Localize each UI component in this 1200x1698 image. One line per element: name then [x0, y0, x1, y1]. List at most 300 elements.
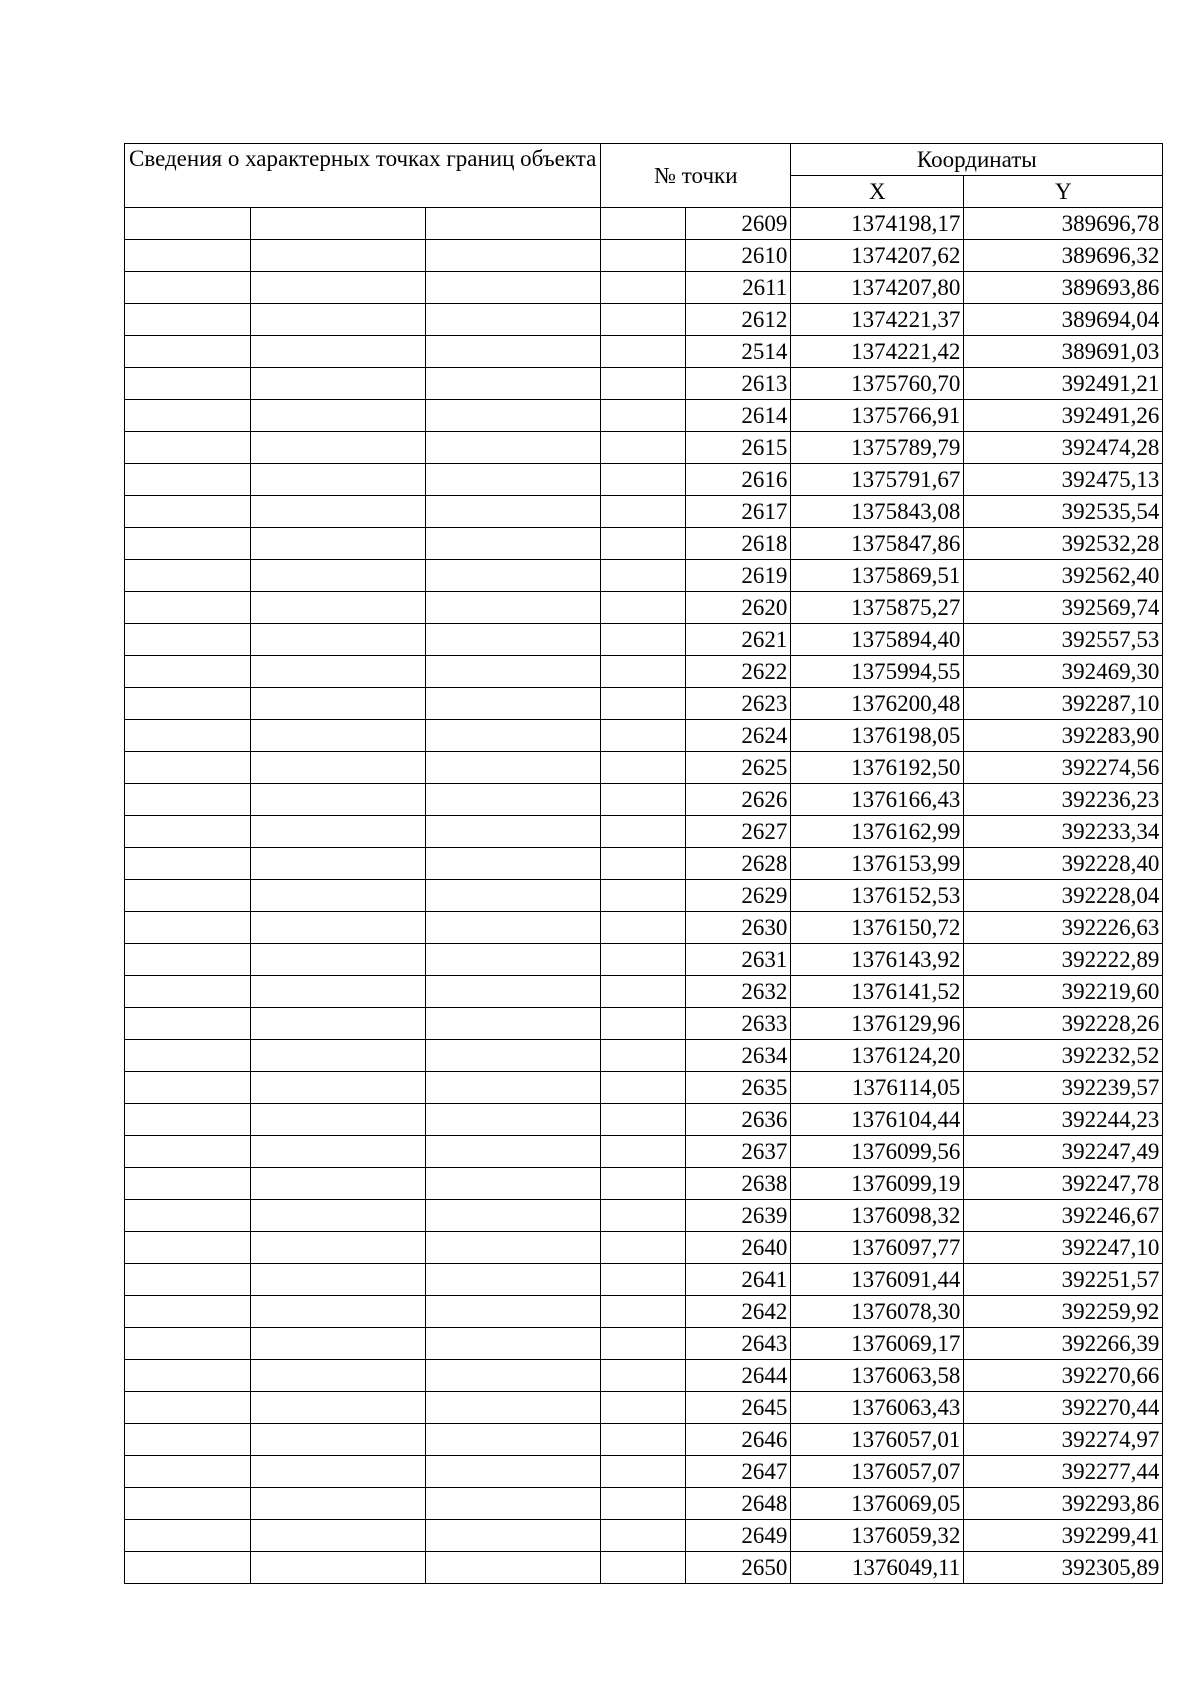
x-cell: 1375791,67 [791, 464, 964, 496]
y-cell: 392228,26 [964, 1008, 1163, 1040]
empty-cell [125, 1360, 251, 1392]
point-number-cell: 2623 [686, 688, 791, 720]
x-cell: 1375847,86 [791, 528, 964, 560]
empty-cell [250, 848, 425, 880]
empty-cell [426, 1296, 601, 1328]
empty-cell [426, 720, 601, 752]
empty-cell [426, 752, 601, 784]
empty-cell [426, 304, 601, 336]
point-number-cell: 2610 [686, 240, 791, 272]
y-cell: 392247,49 [964, 1136, 1163, 1168]
y-cell: 392222,89 [964, 944, 1163, 976]
empty-cell [426, 784, 601, 816]
empty-cell [125, 400, 251, 432]
x-cell: 1375843,08 [791, 496, 964, 528]
empty-cell [601, 272, 686, 304]
empty-cell [250, 1520, 425, 1552]
empty-cell [250, 1136, 425, 1168]
y-cell: 392233,34 [964, 816, 1163, 848]
x-cell: 1376069,05 [791, 1488, 964, 1520]
x-cell: 1376114,05 [791, 1072, 964, 1104]
empty-cell [426, 880, 601, 912]
empty-cell [125, 1520, 251, 1552]
x-cell: 1375869,51 [791, 560, 964, 592]
empty-cell [601, 656, 686, 688]
empty-cell [426, 816, 601, 848]
table-row [125, 624, 1163, 656]
empty-cell [250, 1168, 425, 1200]
y-cell: 392535,54 [964, 496, 1163, 528]
empty-cell [426, 272, 601, 304]
empty-cell [125, 688, 251, 720]
table-row [125, 912, 1163, 944]
point-number-cell: 2630 [686, 912, 791, 944]
empty-cell [125, 752, 251, 784]
empty-cell [426, 1488, 601, 1520]
x-cell: 1374198,17 [791, 208, 964, 240]
table-row [125, 720, 1163, 752]
empty-cell [125, 1264, 251, 1296]
empty-cell [426, 400, 601, 432]
empty-cell [601, 1488, 686, 1520]
empty-cell [250, 912, 425, 944]
y-cell: 389696,78 [964, 208, 1163, 240]
empty-cell [250, 720, 425, 752]
point-number-cell: 2616 [686, 464, 791, 496]
table-row [125, 208, 1163, 240]
empty-cell [426, 848, 601, 880]
point-number-cell: 2648 [686, 1488, 791, 1520]
table-row [125, 272, 1163, 304]
y-cell: 392274,56 [964, 752, 1163, 784]
point-number-cell: 2650 [686, 1552, 791, 1584]
empty-cell [426, 432, 601, 464]
table-row [125, 944, 1163, 976]
y-cell: 392259,92 [964, 1296, 1163, 1328]
y-cell: 392283,90 [964, 720, 1163, 752]
y-cell: 392228,04 [964, 880, 1163, 912]
empty-cell [601, 624, 686, 656]
x-cell: 1376098,32 [791, 1200, 964, 1232]
empty-cell [125, 880, 251, 912]
empty-cell [250, 1296, 425, 1328]
empty-cell [601, 1168, 686, 1200]
point-number-cell: 2615 [686, 432, 791, 464]
empty-cell [426, 1040, 601, 1072]
empty-cell [250, 528, 425, 560]
empty-cell [125, 464, 251, 496]
x-cell: 1374207,62 [791, 240, 964, 272]
table-row [125, 1168, 1163, 1200]
empty-cell [426, 1136, 601, 1168]
x-cell: 1375994,55 [791, 656, 964, 688]
empty-cell [426, 656, 601, 688]
x-cell: 1376078,30 [791, 1296, 964, 1328]
y-cell: 392562,40 [964, 560, 1163, 592]
x-cell: 1376141,52 [791, 976, 964, 1008]
empty-cell [426, 912, 601, 944]
x-cell: 1376049,11 [791, 1552, 964, 1584]
x-cell: 1376063,58 [791, 1360, 964, 1392]
point-number-cell: 2639 [686, 1200, 791, 1232]
empty-cell [250, 784, 425, 816]
empty-cell [125, 1136, 251, 1168]
empty-cell [250, 1008, 425, 1040]
y-cell: 392270,66 [964, 1360, 1163, 1392]
empty-cell [125, 1008, 251, 1040]
empty-cell [250, 1200, 425, 1232]
y-cell: 392236,23 [964, 784, 1163, 816]
empty-cell [601, 880, 686, 912]
empty-cell [601, 1200, 686, 1232]
table-row [125, 848, 1163, 880]
empty-cell [250, 1424, 425, 1456]
y-cell: 392226,63 [964, 912, 1163, 944]
empty-cell [125, 240, 251, 272]
empty-cell [601, 400, 686, 432]
coordinates-table [124, 143, 1163, 1584]
empty-cell [601, 784, 686, 816]
empty-cell [426, 1360, 601, 1392]
empty-cell [250, 560, 425, 592]
table-row [125, 752, 1163, 784]
y-cell: 392228,40 [964, 848, 1163, 880]
empty-cell [125, 304, 251, 336]
point-number-cell: 2641 [686, 1264, 791, 1296]
point-number-cell: 2637 [686, 1136, 791, 1168]
empty-cell [601, 1456, 686, 1488]
point-number-cell: 2645 [686, 1392, 791, 1424]
empty-cell [250, 624, 425, 656]
empty-cell [125, 528, 251, 560]
table-row [125, 304, 1163, 336]
empty-cell [426, 1168, 601, 1200]
empty-cell [125, 496, 251, 528]
empty-cell [601, 1520, 686, 1552]
y-cell: 392475,13 [964, 464, 1163, 496]
y-cell: 389696,32 [964, 240, 1163, 272]
y-cell: 392491,21 [964, 368, 1163, 400]
empty-cell [426, 624, 601, 656]
empty-cell [250, 1456, 425, 1488]
empty-cell [250, 464, 425, 496]
table-body [125, 208, 1163, 1584]
table-row [125, 1360, 1163, 1392]
point-number-cell: 2629 [686, 880, 791, 912]
table-row [125, 464, 1163, 496]
y-cell: 392569,74 [964, 592, 1163, 624]
x-cell: 1376153,99 [791, 848, 964, 880]
empty-cell [601, 464, 686, 496]
point-number-cell: 2632 [686, 976, 791, 1008]
empty-cell [250, 1104, 425, 1136]
empty-cell [125, 592, 251, 624]
empty-cell [601, 752, 686, 784]
y-cell: 392474,28 [964, 432, 1163, 464]
empty-cell [250, 336, 425, 368]
point-number-cell: 2647 [686, 1456, 791, 1488]
empty-cell [125, 1456, 251, 1488]
empty-cell [601, 720, 686, 752]
table-row [125, 1392, 1163, 1424]
empty-cell [250, 400, 425, 432]
empty-cell [125, 1552, 251, 1584]
empty-cell [125, 1072, 251, 1104]
empty-cell [601, 1232, 686, 1264]
empty-cell [426, 976, 601, 1008]
empty-cell [125, 336, 251, 368]
table-row [125, 976, 1163, 1008]
empty-cell [426, 1072, 601, 1104]
empty-cell [250, 1040, 425, 1072]
empty-cell [125, 1040, 251, 1072]
empty-cell [125, 560, 251, 592]
table-row [125, 592, 1163, 624]
empty-cell [250, 1072, 425, 1104]
empty-cell [601, 528, 686, 560]
point-number-cell: 2635 [686, 1072, 791, 1104]
empty-cell [426, 464, 601, 496]
y-cell: 392287,10 [964, 688, 1163, 720]
empty-cell [125, 1200, 251, 1232]
point-number-cell: 2640 [686, 1232, 791, 1264]
empty-cell [601, 912, 686, 944]
empty-cell [601, 1296, 686, 1328]
empty-cell [601, 240, 686, 272]
empty-cell [601, 944, 686, 976]
empty-cell [601, 1552, 686, 1584]
header-y: Y [964, 176, 1163, 208]
empty-cell [250, 1488, 425, 1520]
empty-cell [250, 752, 425, 784]
empty-cell [125, 368, 251, 400]
point-number-cell: 2614 [686, 400, 791, 432]
table-header [125, 144, 1163, 208]
empty-cell [125, 624, 251, 656]
empty-cell [250, 432, 425, 464]
x-cell: 1376091,44 [791, 1264, 964, 1296]
point-number-cell: 2612 [686, 304, 791, 336]
empty-cell [250, 208, 425, 240]
table-row [125, 1328, 1163, 1360]
table-row [125, 240, 1163, 272]
empty-cell [250, 272, 425, 304]
point-number-cell: 2636 [686, 1104, 791, 1136]
table-row [125, 1104, 1163, 1136]
y-cell: 392532,28 [964, 528, 1163, 560]
empty-cell [125, 432, 251, 464]
empty-cell [426, 1456, 601, 1488]
empty-cell [250, 1328, 425, 1360]
empty-cell [125, 1168, 251, 1200]
y-cell: 392305,89 [964, 1552, 1163, 1584]
empty-cell [426, 1200, 601, 1232]
table-row [125, 432, 1163, 464]
empty-cell [601, 1072, 686, 1104]
empty-cell [125, 1328, 251, 1360]
table-row [125, 816, 1163, 848]
x-cell: 1374221,42 [791, 336, 964, 368]
table-row [125, 1136, 1163, 1168]
empty-cell [601, 1040, 686, 1072]
y-cell: 392491,26 [964, 400, 1163, 432]
empty-cell [125, 784, 251, 816]
point-number-cell: 2622 [686, 656, 791, 688]
empty-cell [125, 912, 251, 944]
header-info: Сведения о характерных точках границ объекта [125, 144, 601, 208]
header-point-number: № точки [601, 144, 791, 208]
point-number-cell: 2649 [686, 1520, 791, 1552]
point-number-cell: 2611 [686, 272, 791, 304]
y-cell: 392247,10 [964, 1232, 1163, 1264]
empty-cell [250, 240, 425, 272]
empty-cell [601, 1264, 686, 1296]
x-cell: 1375766,91 [791, 400, 964, 432]
point-number-cell: 2613 [686, 368, 791, 400]
empty-cell [125, 1104, 251, 1136]
empty-cell [601, 368, 686, 400]
empty-cell [426, 1104, 601, 1136]
point-number-cell: 2617 [686, 496, 791, 528]
point-number-cell: 2619 [686, 560, 791, 592]
empty-cell [601, 1424, 686, 1456]
empty-cell [250, 688, 425, 720]
x-cell: 1376200,48 [791, 688, 964, 720]
empty-cell [125, 816, 251, 848]
table-row [125, 1520, 1163, 1552]
empty-cell [601, 688, 686, 720]
empty-cell [601, 1008, 686, 1040]
y-cell: 392239,57 [964, 1072, 1163, 1104]
table-row [125, 656, 1163, 688]
empty-cell [125, 944, 251, 976]
empty-cell [426, 336, 601, 368]
empty-cell [250, 816, 425, 848]
empty-cell [250, 976, 425, 1008]
point-number-cell: 2514 [686, 336, 791, 368]
empty-cell [125, 1392, 251, 1424]
empty-cell [426, 1232, 601, 1264]
empty-cell [250, 496, 425, 528]
empty-cell [426, 208, 601, 240]
y-cell: 389691,03 [964, 336, 1163, 368]
x-cell: 1376152,53 [791, 880, 964, 912]
x-cell: 1376099,56 [791, 1136, 964, 1168]
x-cell: 1376166,43 [791, 784, 964, 816]
point-number-cell: 2625 [686, 752, 791, 784]
y-cell: 392246,67 [964, 1200, 1163, 1232]
x-cell: 1376063,43 [791, 1392, 964, 1424]
table-row [125, 496, 1163, 528]
y-cell: 392251,57 [964, 1264, 1163, 1296]
empty-cell [125, 1232, 251, 1264]
x-cell: 1376059,32 [791, 1520, 964, 1552]
empty-cell [426, 368, 601, 400]
table-row [125, 1488, 1163, 1520]
empty-cell [601, 848, 686, 880]
empty-cell [426, 528, 601, 560]
x-cell: 1376057,07 [791, 1456, 964, 1488]
x-cell: 1376057,01 [791, 1424, 964, 1456]
empty-cell [426, 1520, 601, 1552]
y-cell: 392219,60 [964, 976, 1163, 1008]
empty-cell [250, 368, 425, 400]
x-cell: 1376143,92 [791, 944, 964, 976]
empty-cell [426, 240, 601, 272]
point-number-cell: 2624 [686, 720, 791, 752]
empty-cell [601, 976, 686, 1008]
table-row [125, 688, 1163, 720]
empty-cell [426, 1008, 601, 1040]
empty-cell [125, 1296, 251, 1328]
point-number-cell: 2621 [686, 624, 791, 656]
point-number-cell: 2627 [686, 816, 791, 848]
empty-cell [125, 976, 251, 1008]
x-cell: 1375789,79 [791, 432, 964, 464]
point-number-cell: 2638 [686, 1168, 791, 1200]
empty-cell [426, 1264, 601, 1296]
table-row [125, 1072, 1163, 1104]
y-cell: 392232,52 [964, 1040, 1163, 1072]
empty-cell [601, 1360, 686, 1392]
table-row [125, 368, 1163, 400]
point-number-cell: 2634 [686, 1040, 791, 1072]
point-number-cell: 2626 [686, 784, 791, 816]
empty-cell [601, 304, 686, 336]
empty-cell [601, 1392, 686, 1424]
empty-cell [250, 656, 425, 688]
point-number-cell: 2643 [686, 1328, 791, 1360]
point-number-cell: 2631 [686, 944, 791, 976]
x-cell: 1374207,80 [791, 272, 964, 304]
empty-cell [250, 1552, 425, 1584]
point-number-cell: 2618 [686, 528, 791, 560]
y-cell: 389693,86 [964, 272, 1163, 304]
empty-cell [125, 1424, 251, 1456]
header-x: X [791, 176, 964, 208]
empty-cell [125, 720, 251, 752]
empty-cell [250, 592, 425, 624]
x-cell: 1376129,96 [791, 1008, 964, 1040]
empty-cell [250, 1232, 425, 1264]
y-cell: 392469,30 [964, 656, 1163, 688]
y-cell: 392244,23 [964, 1104, 1163, 1136]
y-cell: 392299,41 [964, 1520, 1163, 1552]
table-row [125, 1040, 1163, 1072]
x-cell: 1376124,20 [791, 1040, 964, 1072]
x-cell: 1376150,72 [791, 912, 964, 944]
point-number-cell: 2620 [686, 592, 791, 624]
empty-cell [250, 880, 425, 912]
empty-cell [601, 1328, 686, 1360]
table-row [125, 1296, 1163, 1328]
y-cell: 392247,78 [964, 1168, 1163, 1200]
x-cell: 1376099,19 [791, 1168, 964, 1200]
table-row [125, 880, 1163, 912]
empty-cell [250, 304, 425, 336]
x-cell: 1376162,99 [791, 816, 964, 848]
table-row [125, 1552, 1163, 1584]
x-cell: 1376192,50 [791, 752, 964, 784]
empty-cell [601, 816, 686, 848]
empty-cell [125, 656, 251, 688]
y-cell: 392293,86 [964, 1488, 1163, 1520]
empty-cell [601, 1104, 686, 1136]
table-row [125, 1200, 1163, 1232]
x-cell: 1375894,40 [791, 624, 964, 656]
empty-cell [601, 1136, 686, 1168]
empty-cell [125, 272, 251, 304]
